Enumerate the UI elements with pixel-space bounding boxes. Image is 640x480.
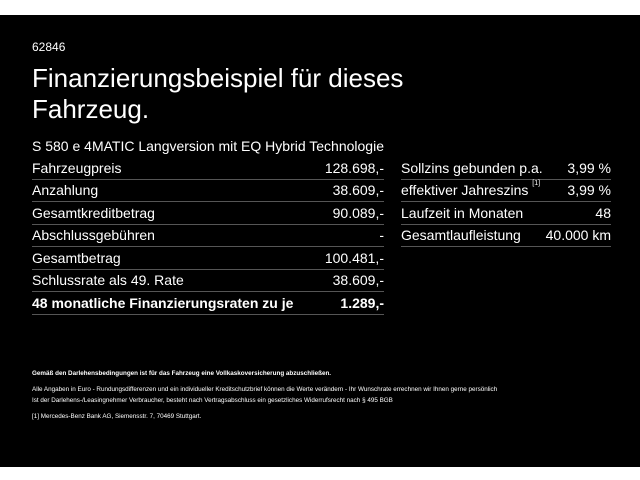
row-value: 40.000 km [545, 227, 611, 244]
table-row [32, 202, 384, 225]
table-row [32, 247, 384, 270]
row-label: Gesamtbetrag [32, 249, 121, 266]
row-label-with-footnote [401, 182, 540, 198]
row-label: Gesamtlaufleistung [401, 227, 521, 244]
row-label: Laufzeit in Monaten [401, 204, 524, 221]
legal-notes [32, 368, 612, 422]
row-label: Anzahlung [32, 182, 99, 199]
table-row [32, 157, 384, 180]
row-value: 3,99 % [567, 182, 611, 199]
row-label: Fahrzeugpreis [32, 159, 122, 176]
row-value: - [379, 227, 384, 244]
row-label: Gesamtkreditbetrag [32, 204, 155, 221]
table-row [32, 225, 384, 248]
table-row [401, 225, 611, 248]
row-label: Sollzins gebunden p.a. [401, 159, 543, 176]
page-title: Finanzierungsbeispiel für dieses Fahrzeug. [32, 63, 404, 124]
financing-table-right [401, 157, 611, 247]
row-value: 1.289,- [340, 294, 384, 311]
row-value: 38.609,- [332, 182, 384, 199]
row-value: 90.089,- [332, 204, 384, 221]
disclaimer-line: Alle Angaben in Euro - Rundungsdifferenzen und ein individueller Kreditschutzbrief können die Werte verändern - Ihr Wunschrate errechnen wir Ihnen gerne persönlich [32, 386, 498, 393]
row-label: effektiver Jahreszins [401, 182, 529, 199]
footnote: [1] Mercedes-Benz Bank AG, Siemensstr. 7, 70469 Stuttgart. [32, 413, 202, 420]
table-row [32, 270, 384, 293]
table-row [401, 202, 611, 225]
row-value: 128.698,- [324, 159, 384, 176]
vehicle-code: 62846 [32, 40, 66, 54]
insurance-note: Gemäß den Darlehensbedingungen ist für das Fahrzeug eine Vollkaskoversicherung abzuschließen. [32, 370, 332, 377]
row-value: 48 [595, 204, 611, 221]
row-value: 3,99 % [567, 159, 611, 176]
model-name: S 580 e 4MATIC Langversion mit EQ Hybrid Technologie [32, 138, 384, 154]
row-value: 38.609,- [332, 272, 384, 289]
table-row [401, 180, 611, 203]
financing-table-left [32, 157, 384, 315]
table-row [401, 157, 611, 180]
row-label: 48 monatliche Finanzierungsraten zu je [32, 294, 294, 311]
row-value: 100.481,- [324, 249, 384, 266]
financing-panel [0, 15, 640, 467]
disclaimer-line: Ist der Darlehens-/Leasingnehmer Verbraucher, besteht nach Vertragsabschluss ein gesetzliches Widerrufsrecht nach § 495 BGB [32, 397, 393, 404]
table-row [32, 180, 384, 203]
row-label: Abschlussgebühren [32, 227, 155, 244]
row-label: Schlussrate als 49. Rate [32, 272, 184, 289]
table-row-monthly-rate [32, 292, 384, 315]
footnote-marker: [1] [532, 180, 541, 188]
